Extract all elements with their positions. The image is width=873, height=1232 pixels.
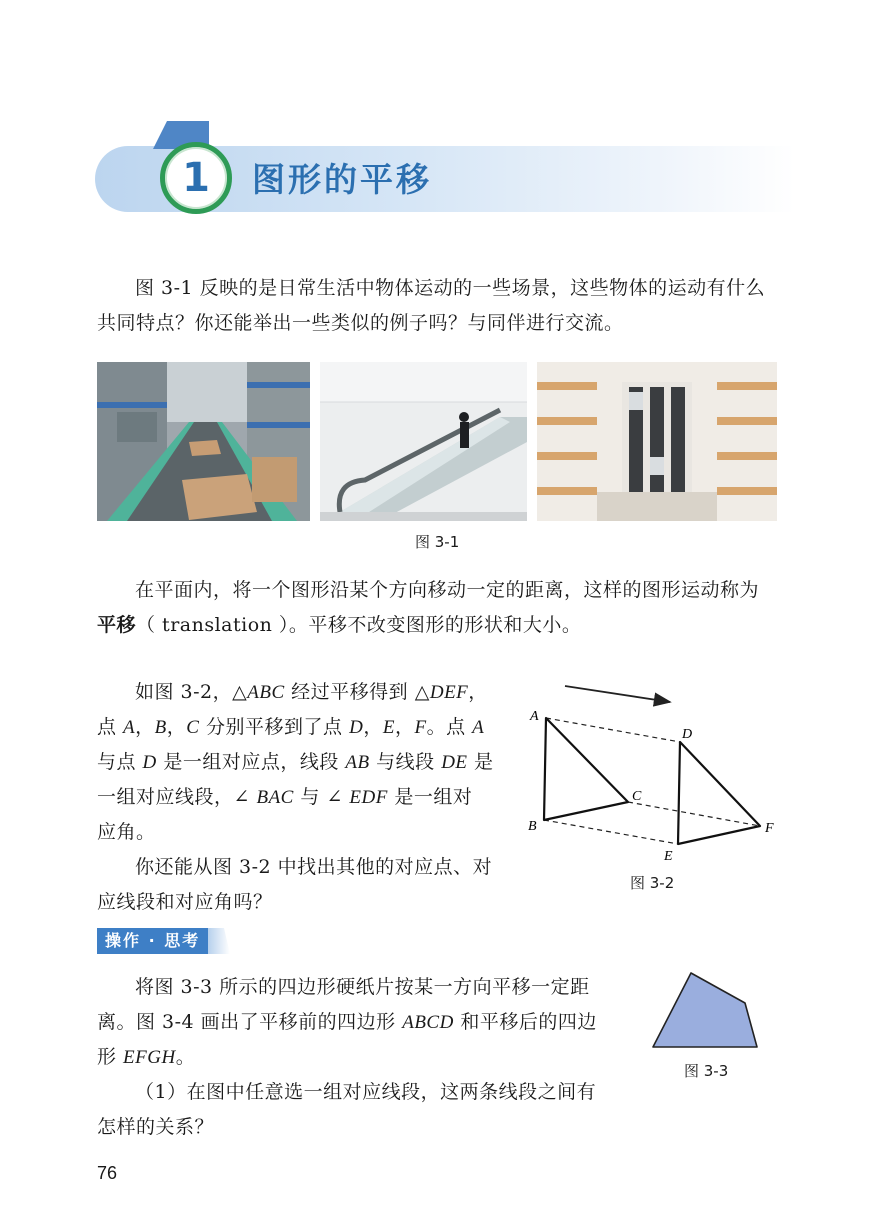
example-line-7: 应线段和对应角吗？: [97, 891, 273, 913]
section-title: 图形的平移: [252, 160, 432, 199]
example-line-1: 如图 3-2，△ABC 经过平移得到 △DEF，: [135, 681, 488, 703]
activity-paragraph: [97, 970, 627, 1145]
triangle-ABC: [544, 718, 628, 820]
figure-3-2-caption: 图 3-2: [630, 874, 675, 892]
label-E: E: [664, 849, 673, 864]
figure-3-3-quadrilateral: [645, 965, 770, 1060]
label-D: D: [682, 727, 693, 742]
definition-line-2: 平移（ translation ）。平移不改变图形的形状和大小。: [97, 614, 582, 636]
figure-3-2-diagram: [520, 670, 780, 870]
activity-line-3: 形 EFGH。: [97, 1046, 196, 1068]
dashed-BE: [544, 820, 678, 844]
elevator-atrium-photo: [537, 362, 777, 521]
example-line-3: 与点 D 是一组对应点，线段 AB 与线段 DE 是: [97, 751, 494, 773]
example-line-4: 一组对应线段，∠ BAC 与 ∠ EDF 是一组对: [97, 786, 473, 808]
figure-3-1-caption: 图 3-1: [415, 533, 460, 551]
label-C: C: [632, 789, 642, 804]
question-1-line-2: 怎样的关系？: [97, 1116, 215, 1138]
label-F: F: [765, 821, 774, 836]
example-line-5: 应角。: [97, 821, 156, 843]
example-line-6: 你还能从图 3-2 中找出其他的对应点、对: [135, 856, 493, 878]
label-B: B: [528, 819, 537, 834]
definition-paragraph: [97, 573, 787, 643]
activity-line-2: 离。图 3-4 画出了平移前的四边形 ABCD 和平移后的四边: [97, 1011, 597, 1033]
label-A: A: [530, 709, 539, 724]
definition-line-1: 在平面内，将一个图形沿某个方向移动一定的距离，这样的图形运动称为: [135, 579, 760, 601]
intro-line-2: 共同特点？你还能举出一些类似的例子吗？与同伴进行交流。: [97, 312, 624, 334]
figure-3-3-caption: 图 3-3: [684, 1062, 729, 1080]
question-1-line-1: （1）在图中任意选一组对应线段，这两条线段之间有: [135, 1081, 597, 1103]
escalator-photo: [320, 362, 527, 521]
intro-paragraph: [97, 271, 787, 341]
example-line-2: 点 A，B，C 分别平移到了点 D，E，F。点 A: [97, 716, 485, 738]
triangle-DEF: [678, 742, 760, 844]
activity-line-1: 将图 3-3 所示的四边形硬纸片按某一方向平移一定距: [135, 976, 590, 998]
page-number: 76: [97, 1163, 118, 1183]
intro-line-1: 图 3-1 反映的是日常生活中物体运动的一些场景，这些物体的运动有什么: [135, 277, 766, 299]
activity-tag: 操作 · 思考: [97, 928, 208, 954]
conveyor-belt-photo: [97, 362, 310, 521]
section-number: 1: [160, 142, 232, 214]
term-translation: 平移: [97, 614, 137, 636]
translation-direction-arrow: [565, 686, 670, 702]
example-paragraph: [97, 675, 517, 920]
